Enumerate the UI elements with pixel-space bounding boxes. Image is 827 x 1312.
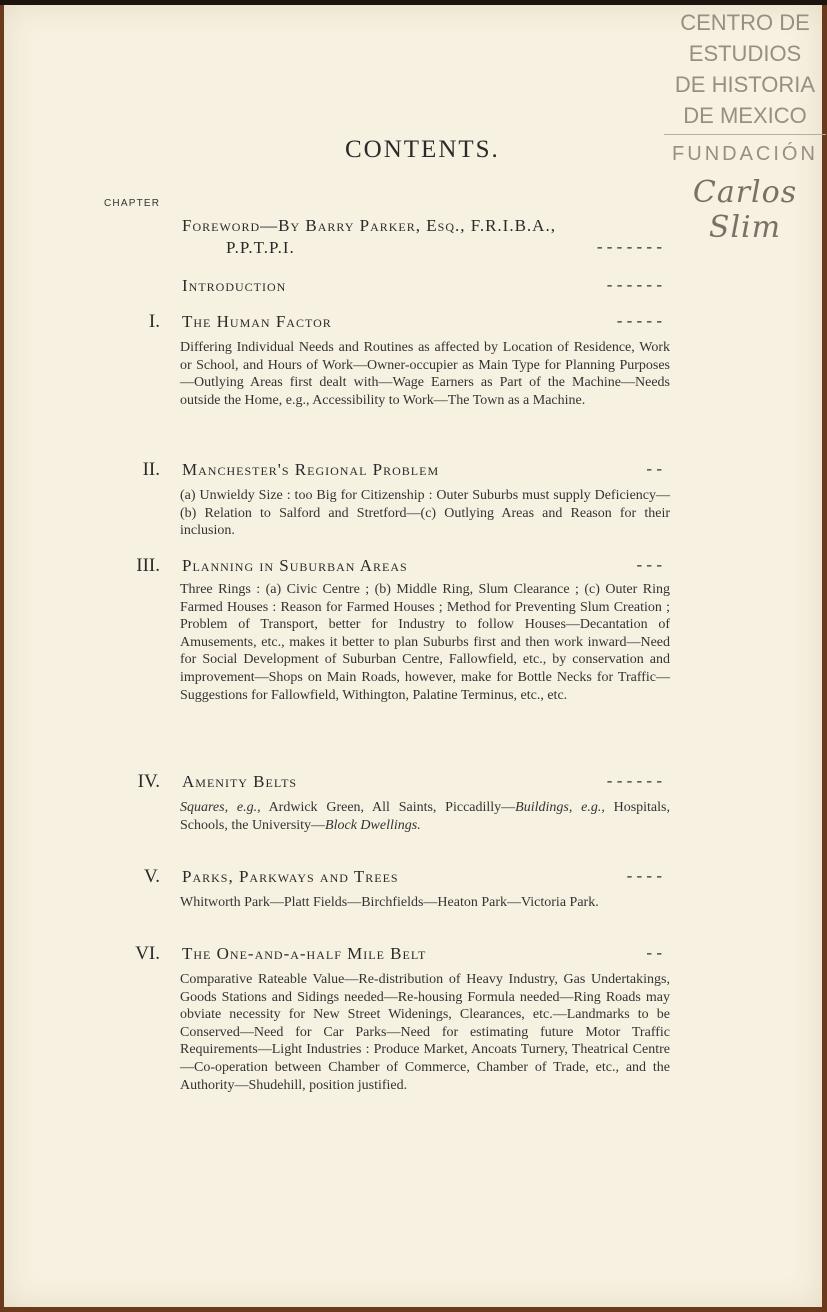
chapter-numeral: IV.: [137, 771, 160, 792]
summary-text: Ardwick Green, All Saints, Piccadilly—: [260, 800, 516, 815]
italic-term: Buildings, e.g.,: [515, 800, 605, 815]
chapter-numeral: I.: [148, 311, 160, 332]
leader-dashes: - - - - - -: [606, 275, 662, 294]
entry-summary: Whitworth Park—Platt Fields—Birchfields—Heaton Park—Victoria Park.: [180, 895, 599, 910]
page-title: CONTENTS.: [345, 136, 500, 163]
chapter-numeral: VI.: [135, 943, 160, 964]
stamp-line: DE MEXICO: [683, 103, 807, 128]
entry-heading: Manchester's Regional Problem: [182, 460, 440, 479]
entry-summary: Comparative Rateable Value—Re-distribution of Heavy Industry, Gas Undertakings, Goods Stations and Sidings needed—Re-housing Formula needed—Ring Roads may obviate necessity for New Street Widenings, Clearances, etc.—Landmarks to be Conserved—Need for Car Parks—Need for estimating future Motor Traffic Requirements—Light Industries : Produce Market, Ancoats Turnery, Theatrical Centre—Co-operation between Chamber of Commerce, Chamber of Trade, etc., and the Authority—Shudehill, position justified.: [180, 972, 670, 1093]
contents-page: [4, 5, 822, 1307]
entry-heading: The One-and-a-half Mile Belt: [182, 944, 427, 963]
entry-heading: The Human Factor: [182, 312, 332, 331]
leader-dashes: - -: [646, 943, 662, 962]
archive-stamp: [664, 7, 826, 245]
chapter-numeral: V.: [143, 866, 160, 887]
stamp-signature: Carlos Slim: [692, 175, 798, 245]
italic-term: Squares, e.g.,: [180, 800, 261, 815]
chapter-column-label: CHAPTER: [104, 198, 161, 209]
leader-dashes: - - - - - - -: [596, 237, 662, 256]
entry-heading-continued: P.P.T.P.I.: [226, 238, 295, 257]
entry-summary: Three Rings : (a) Civic Centre ; (b) Middle Ring, Slum Clearance ; (c) Outer Ring Farmed Houses : Reason for Farmed Houses ; Method for Preventing Slum Creation ; Problem of Transport, better for Industry to follow Houses—Decantation of Amusements, etc., makes it better to plan Suburbs first and then work inward—Need for Social Development of Suburban Centre, Fallowfield, etc., by conservation and improvement—Shops on Main Roads, however, make for Bottle Necks for Traffic—Suggestions for Fallowfield, Withington, Palatine Terminus, etc., etc.: [180, 582, 670, 703]
leader-dashes: - - -: [636, 555, 662, 574]
entry-heading: Introduction: [182, 276, 287, 295]
entry-heading: Amenity Belts: [182, 772, 298, 791]
italic-term: Block Dwellings.: [325, 817, 421, 833]
stamp-divider: [664, 134, 826, 135]
entry-heading: Planning in Suburban Areas: [182, 556, 408, 575]
chapter-numeral: III.: [136, 555, 160, 576]
entry-heading: Foreword—By Barry Parker, Esq., F.R.I.B.A.,: [182, 216, 556, 235]
chapter-numeral: II.: [142, 459, 160, 480]
stamp-line: DE HISTORIA: [674, 72, 816, 97]
stamp-line: CENTRO DE: [680, 10, 810, 35]
stamp-foundation: FUNDACIÓN: [672, 143, 818, 165]
leader-dashes: - - - - - -: [606, 771, 662, 790]
entry-heading: Parks, Parkways and Trees: [182, 867, 399, 886]
leader-dashes: - -: [646, 459, 662, 478]
summary-text: Hospitals, Schools, the University—: [180, 800, 670, 833]
entry-summary: [180, 799, 670, 834]
leader-dashes: - - - -: [626, 866, 662, 885]
entry-summary: (a) Unwieldy Size : too Big for Citizenship : Outer Suburbs must supply Deficiency—(b) Relation to Salford and Stretford—(c) Outlying Areas and Reason for their inclusion.: [180, 488, 670, 539]
leader-dashes: - - - - -: [616, 311, 662, 330]
entry-summary: Differing Individual Needs and Routines as affected by Location of Residence, Work or School, and Hours of Work—Owner-occupier as Main Type for Planning Purposes—Outlying Areas first dealt with—Wage Earners as Part of the Machine—Needs outside the Home, e.g., Accessibility to Work—The Town as a Machine.: [180, 340, 670, 408]
stamp-line: ESTUDIOS: [688, 41, 802, 66]
